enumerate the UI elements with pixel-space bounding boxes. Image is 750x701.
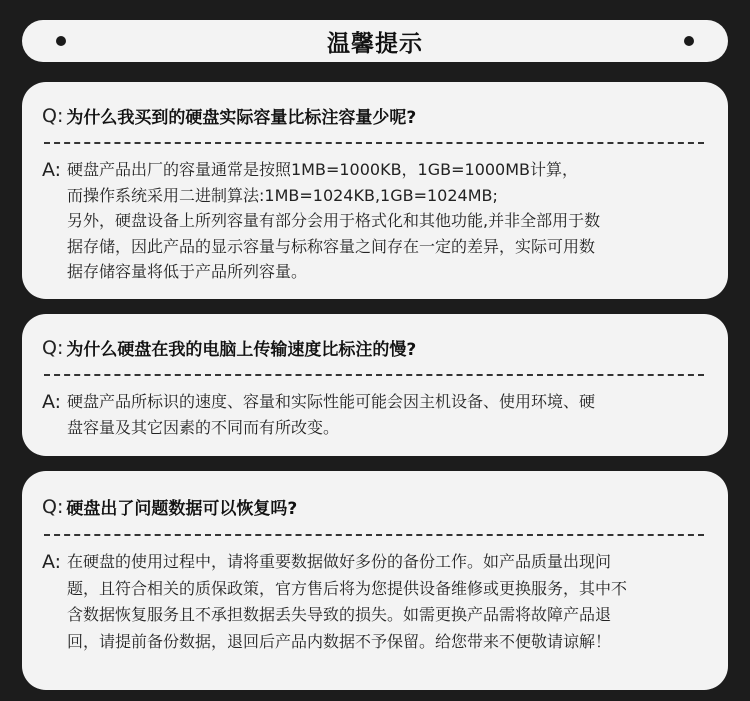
answer-text: [67, 549, 704, 655]
answer-line: 而操作系统采用二进制算法:1MB=1024KB,1GB=1024MB;: [67, 185, 498, 205]
question-row: [42, 335, 704, 360]
question-prefix: Q:: [42, 495, 64, 518]
bullet-dot-icon: [56, 36, 66, 46]
answer-row: [42, 549, 704, 655]
answer-line: 回，请提前备份数据，退回后产品内数据不予保留。给您带来不便敬请谅解！: [67, 631, 612, 651]
answer-row: [42, 389, 704, 440]
question-text: 为什么硬盘在我的电脑上传输速度比标注的慢?: [66, 340, 417, 360]
dashed-divider: [44, 534, 704, 536]
answer-text: [67, 157, 704, 285]
question-prefix: Q:: [42, 336, 64, 359]
question-text: 为什么我买到的硬盘实际容量比标注容量少呢?: [66, 108, 417, 128]
answer-line: 题，且符合相关的质保政策，官方售后将为您提供设备维修或更换服务，其中不: [67, 578, 628, 598]
dashed-divider: [44, 374, 704, 376]
answer-line: 据存储，因此产品的显示容量与标称容量之间存在一定的差异，实际可用数: [67, 236, 596, 256]
answer-text: [67, 389, 704, 440]
question-prefix: Q:: [42, 104, 64, 127]
faq-card-capacity: [22, 82, 728, 299]
dashed-divider: [44, 142, 704, 144]
answer-prefix: A:: [42, 391, 62, 413]
answer-line: 盘容量及其它因素的不同而有所改变。: [67, 417, 340, 437]
question-row: [42, 103, 704, 128]
answer-line: 硬盘产品出厂的容量通常是按照1MB=1000KB，1GB=1000MB计算，: [67, 160, 579, 179]
answer-row: [42, 157, 704, 285]
bullet-dot-icon: [684, 36, 694, 46]
answer-line: 含数据恢复服务且不承担数据丢失导致的损失。如需更换产品需将故障产品退: [67, 605, 612, 624]
answer-line: 另外，硬盘设备上所列容量有部分会用于格式化和其他功能,并非全部用于数: [67, 211, 601, 230]
answer-line: 据存储容量将低于产品所列容量。: [67, 262, 308, 281]
answer-prefix: A:: [42, 159, 62, 181]
faq-card-recovery: [22, 471, 728, 690]
answer-prefix: A:: [42, 551, 62, 573]
question-row: [42, 494, 704, 519]
faq-card-speed: [22, 314, 728, 456]
question-text: 硬盘出了问题数据可以恢复吗?: [66, 499, 298, 519]
answer-line: 在硬盘的使用过程中，请将重要数据做好多份的备份工作。如产品质量出现问: [67, 552, 612, 571]
notice-header: [22, 20, 728, 62]
answer-line: 硬盘产品所标识的速度、容量和实际性能可能会因主机设备、使用环境、硬: [67, 392, 596, 411]
notice-title: 温馨提示: [327, 30, 423, 57]
